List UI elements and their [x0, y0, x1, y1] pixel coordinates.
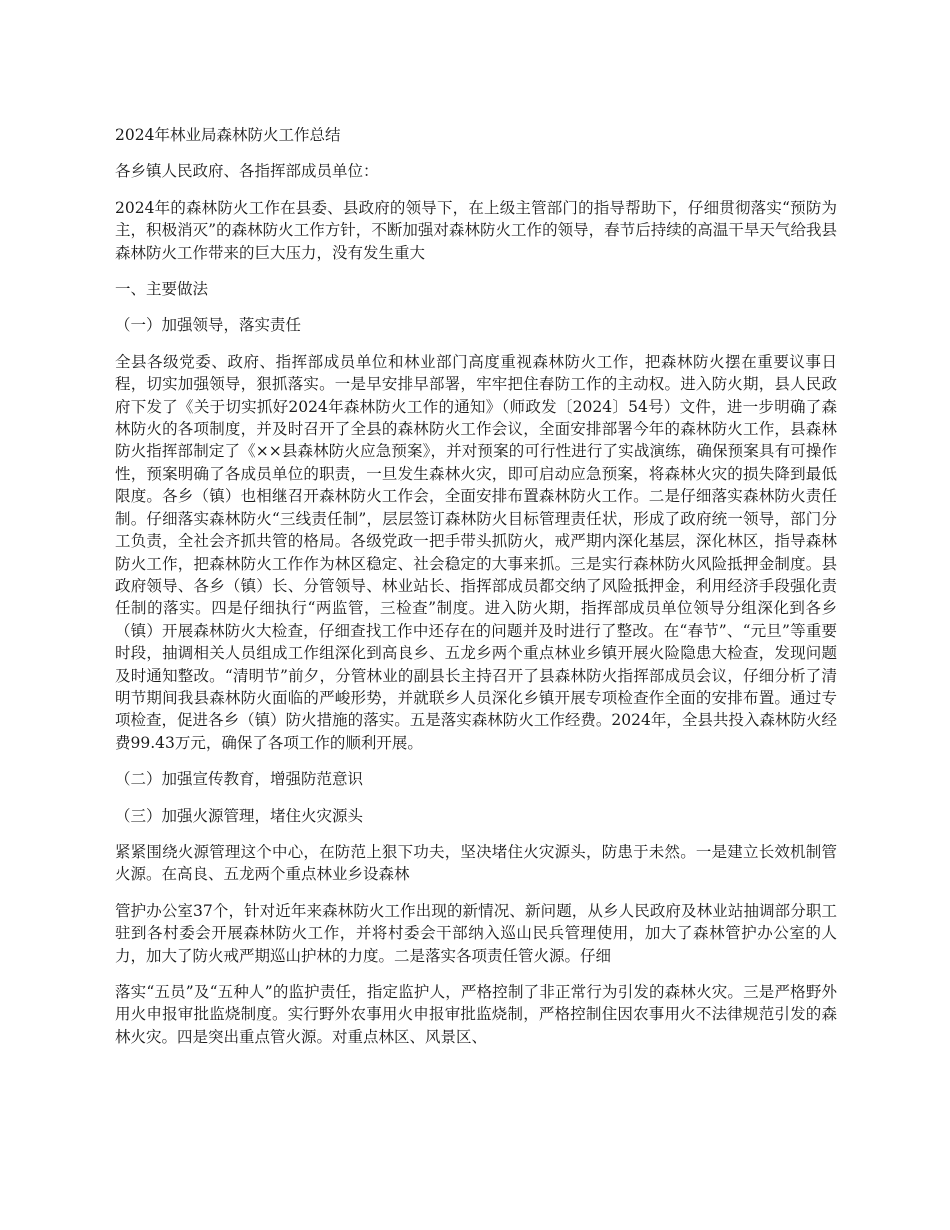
- document-page: [115, 124, 837, 1062]
- subsection-heading-fire-source: （三）加强火源管理，堵住火灾源头: [115, 806, 364, 825]
- subsection-heading-publicity: （二）加强宣传教育，增强防范意识: [115, 770, 364, 789]
- leadership-paragraph: 全县各级党委、政府、指挥部成员单位和林业部门高度重视森林防火工作，把森林防火摆在重要议事日程，切实加强领导，狠抓落实。一是早安排早部署，牢牢把住春防工作的主动权。进入防火期，县人民政府下发了《关于切实抓好2024年森林防火工作的通知》（师政发〔2024〕54号）文件，进一步明确了森林防火的各项制度，并及时召开了全县的森林防火工作会议，全面安排部署今年的森林防火工作，县森林防火指挥部制定了《××县森林防火应急预案》，并对预案的可行性进行了实战演练，确保预案具有可操作性，预案明确了各成员单位的职责，一旦发生森林火灾，即可启动应急预案，将森林火灾的损失降到最低限度。各乡（镇）也相继召开森林防火工作会，全面安排布置森林防火工作。二是仔细落实森林防火责任制。仔细落实森林防火“三线责任制”，层层签订森林防火目标管理责任状，形成了政府统一领导，部门分工负责，全社会齐抓共管的格局。各级党政一把手带头抓防火，戒严期内深化基层，深化林区，指导森林防火工作，把森林防火工作作为林区稳定、社会稳定的大事来抓。三是实行森林防火风险抵押金制度。县政府领导、各乡（镇）长、分管领导、林业站长、指挥部成员都交纳了风险抵押金，利用经济手段强化责任制的落实。四是仔细执行“两监管，三检查”制度。进入防火期，指挥部成员单位领导分组深化到各乡（镇）开展森林防火大检查，仔细查找工作中还存在的问题并及时进行了整改。在“春节”、“元旦”等重要时段，抽调相关人员组成工作组深化到高良乡、五龙乡两个重点林业乡镇开展火险隐患大检查，发现问题及时通知整改。“清明节”前夕，分管林业的副县长主持召开了县森林防火指挥部成员会议，仔细分析了清明节期间我县森林防火面临的严峻形势，并就联乡人员深化乡镇开展专项检查作全面的安排布置。通过专项检查，促进各乡（镇）防火措施的落实。五是落实森林防火工作经费。2024年，全县共投入森林防火经费99.43万元，确保了各项工作的顺利开展。: [115, 352, 837, 752]
- section-heading-main-practices: 一、主要做法: [115, 280, 209, 299]
- subsection-heading-leadership: （一）加强领导，落实责任: [115, 316, 302, 335]
- fire-source-paragraph-1: 紧紧围绕火源管理这个中心，在防范上狠下功夫，坚决堵住火灾源头，防患于未然。一是建立长效机制管火源。在高良、五龙两个重点林业乡设森林: [115, 842, 837, 884]
- fire-source-paragraph-2: 管护办公室37个，针对近年来森林防火工作出现的新情况、新问题，从乡人民政府及林业站抽调部分职工驻到各村委会开展森林防火工作，并将村委会干部纳入巡山民兵管理使用，加大了森林管护办公室的人力，加大了防火戒严期巡山护林的力度。二是落实各项责任管火源。仔细: [115, 901, 837, 965]
- fire-source-paragraph-3: 落实“五员”及“五种人”的监护责任，指定监护人，严格控制了非正常行为引发的森林火灾。三是严格野外用火申报审批监烧制度。实行野外农事用火申报审批监烧制，严格控制住因农事用火不法律规范引发的森林火灾。四是突出重点管火源。对重点林区、风景区、: [115, 983, 837, 1046]
- document-title: 2024年林业局森林防火工作总结: [115, 126, 341, 144]
- salutation: 各乡镇人民政府、各指挥部成员单位：: [115, 162, 379, 181]
- intro-paragraph: 2024年的森林防火工作在县委、县政府的领导下，在上级主管部门的指导帮助下，仔细贯彻落实“预防为主，积极消灭”的森林防火工作方针，不断加强对森林防火工作的领导，春节后持续的高温干旱天气给我县森林防火工作带来的巨大压力，没有发生重大: [115, 198, 837, 262]
